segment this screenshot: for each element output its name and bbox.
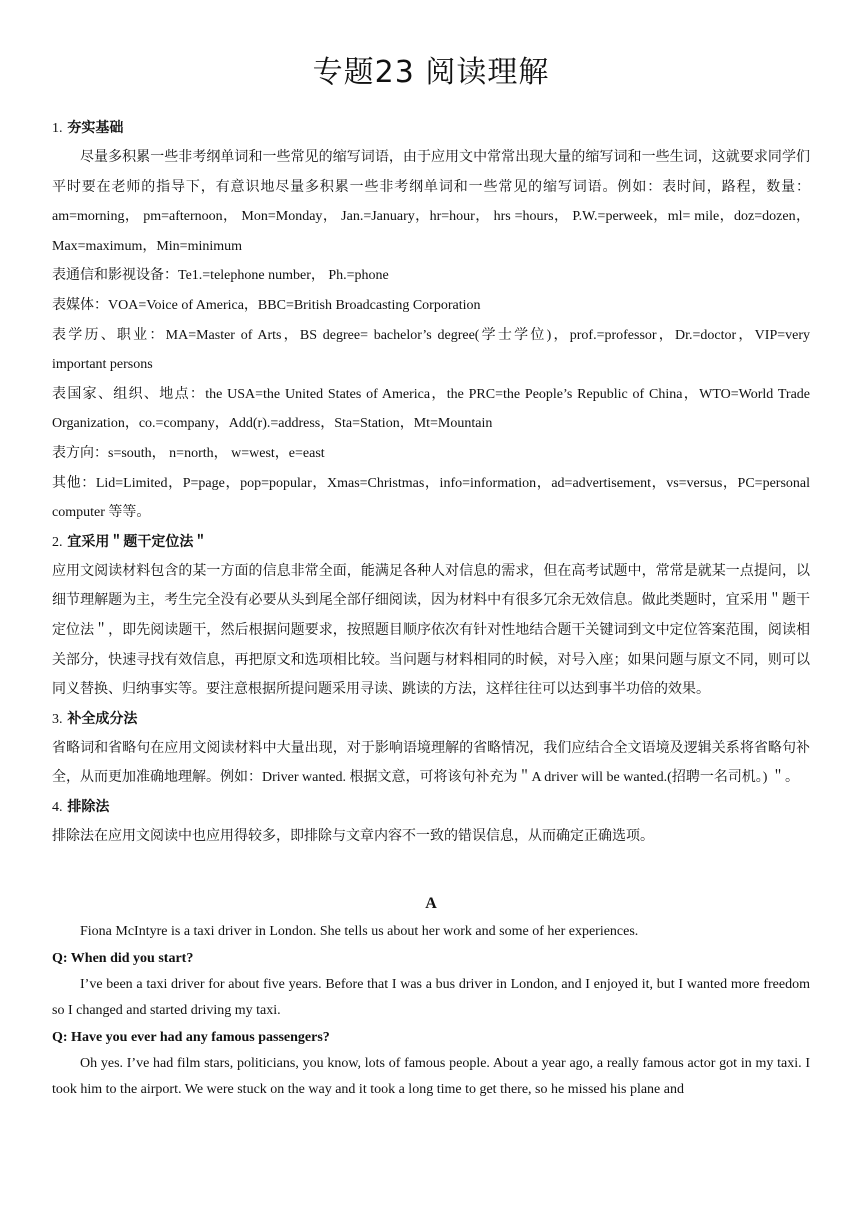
section-number: 1. (52, 121, 63, 136)
section-heading-1 (52, 114, 810, 143)
section-title: 宜采用＂题干定位法＂ (67, 533, 208, 550)
paragraph: 其他：Lid=Limited，P=page，pop=popular，Xmas=Christmas，info=information，ad=advertisement，vs=versus，PC=personal computer 等等。 (52, 475, 810, 521)
section-heading-4 (52, 793, 810, 822)
interview-question: Q: Have you ever had any famous passengers? (52, 1029, 330, 1045)
paragraph: 排除法在应用文阅读中也应用得较多，即排除与文章内容不一致的错误信息，从而确定正确选项。 (52, 828, 654, 844)
paragraph: 表媒体：VOA=Voice of America，BBC=British Broadcasting Corporation (52, 297, 481, 313)
section-number: 4. (52, 799, 63, 815)
section-title: 排除法 (67, 798, 110, 815)
paragraph: 表国家、组织、地点：the USA=the United States of America，the PRC=the People’s Republic of China，WTO=World Trade Organization，co.=company，Add(r).=address，Sta=Station，Mt=Mountain (52, 386, 810, 432)
paragraph: 尽量多积累一些非考纲单词和一些常见的缩写词语，由于应用文中常常出现大量的缩写词和一些生词，这就要求同学们平时要在老师的指导下，有意识地尽量多积累一些非考纲单词和一些常见的缩写词语。例如：表时间，路程，数量：am=morning， pm=afternoon， Mon=Monday， Jan.=January，hr=hour， hrs =hours， P.W.=perweek，ml= mile，doz=dozen，Max=maximum，Min=minimum (52, 150, 810, 254)
paragraph: 省略词和省略句在应用文阅读材料中大量出现，对于影响语境理解的省略情况，我们应结合全文语境及逻辑关系将省略句补全，从而更加准确地理解。例如：Driver wanted. 根据文意，可将该句补充为＂A driver will be wanted.(招聘一名司机。) ＂。 (52, 740, 810, 786)
section-number: 2. (52, 534, 63, 550)
section-number: 3. (52, 711, 63, 727)
section-title: 补全成分法 (67, 710, 138, 727)
section-heading-3 (52, 705, 810, 734)
document-page (52, 50, 810, 1104)
section-heading-2 (52, 528, 810, 557)
passage-intro: Fiona McIntyre is a taxi driver in London. She tells us about her work and some of her experiences. (80, 924, 639, 940)
paragraph: 表学历、职业：MA=Master of Arts，BS degree= bachelor’s degree(学士学位)，prof.=professor，Dr.=doctor，VIP=very important persons (52, 327, 810, 373)
passage-label: A (425, 895, 437, 913)
interview-question: Q: When did you start? (52, 950, 194, 966)
section-title: 夯实基础 (67, 120, 124, 136)
paragraph: 表通信和影视设备：Te1.=telephone number， Ph.=phone (52, 268, 389, 284)
paragraph: 应用文阅读材料包含的某一方面的信息非常全面，能满足各种人对信息的需求，但在高考试题中，常常是就某一点提问，以细节理解题为主，考生完全没有必要从头到尾全部仔细阅读，因为材料中有很多冗余无效信息。做此类题时，宜采用＂题干定位法＂，即先阅读题干，然后根据问题要求，按照题目顺序依次有针对性地结合题干关键词到文中定位答案范围，阅读相关部分，快速寻找有效信息，再把原文和选项相比较。当问题与材料相同的时候，对号入座；如果问题与原文不同，则可以同义替换、归纳事实等。要注意根据所提问题采用寻读、跳读的方法，这样往往可以达到事半功倍的效果。 (52, 563, 810, 698)
interview-answer: Oh yes. I’ve had film stars, politicians, you know, lots of famous people. About a year ago, a really famous actor got in my taxi. I took him to the airport. We were stuck on the way and it took a long time to get there, so he missed his plane and (52, 1055, 810, 1098)
page-title: 专题23 阅读理解 (312, 55, 550, 90)
paragraph: 表方向：s=south， n=north， w=west，e=east (52, 445, 325, 461)
interview-answer: I’ve been a taxi driver for about five years. Before that I was a bus driver in London, and I enjoyed it, but I wanted more freedom so I changed and started driving my taxi. (52, 976, 810, 1019)
